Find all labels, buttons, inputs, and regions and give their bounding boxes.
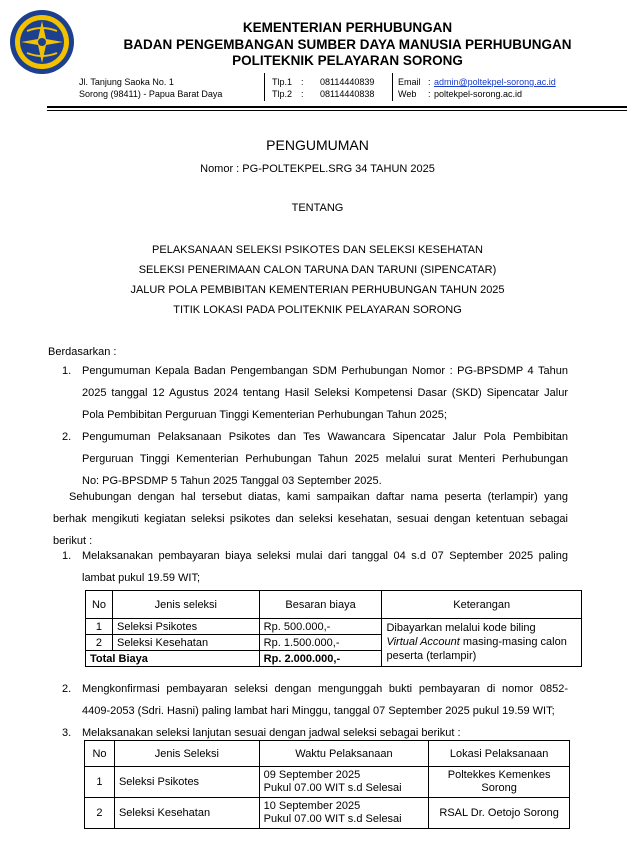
header-rule — [47, 106, 627, 108]
list-item: 1. Pengumuman Kepala Badan Pengembangan SDM Perhubungan Nomor : PG-BPSDMP 4 Tahun 2025 tanggal 12 Agustus 2024 tentang Hasil Seleksi Kompetensi Dasar (SKD) Sipencatar Jalur Pola Pembibitan Perguruan Tinggi Kementerian Perhubungan Tahun 2025; — [62, 360, 568, 426]
phone-block: Tlp.1 : 08114440839 Tlp.2 : 08114440838 — [272, 77, 375, 99]
subject-line: JALUR POLA PEMBIBITAN KEMENTERIAN PERHUBUNGAN TAHUN 2025 — [130, 284, 505, 296]
fee-table — [85, 590, 582, 667]
list-number: 2. — [62, 431, 72, 443]
intro-paragraph: Sehubungan dengan hal tersebut diatas, kami sampaikan daftar nama peserta (terlampir) yang berhak mengikuti kegiatan seleksi psikotes dan seleksi kesehatan, sesuai dengan ketentuan sebagai berikut : — [53, 491, 568, 547]
table-total-row: Total Biaya Rp. 2.000.000,- — [86, 651, 582, 667]
email-web-block: Email : admin@poltekpel-sorong.ac.id Web : poltekpel-sorong.ac.id — [398, 77, 556, 99]
tlp2-label: Tlp.2 — [272, 89, 293, 99]
list-item: 2. Mengkonfirmasi pembayaran seleksi dengan mengunggah bukti pembayaran di nomor 0852- 4409-2053 (Sdri. Hasni) paling lambat hari Minggu, tanggal 07 September 2025 pukul 19.59 WIT; — [62, 678, 568, 722]
list-item: 2. Pengumuman Pelaksanaan Psikotes dan Tes Wawancara Sipencatar Jalur Pola Pembibitan Perguruan Tinggi Kementerian Perhubungan Tahun 2025 melalui surat Menteri Perhubungan No: PG-BPSDMP 5 Tahun 2025 Tanggal 03 September 2025. — [62, 426, 568, 492]
list-number: 3. — [62, 727, 72, 739]
address-line-2: Sorong (98411) - Papua Barat Daya — [79, 89, 223, 99]
list-item: 3. Melaksanakan seleksi lanjutan sesuai dengan jadwal seleksi sebagai berikut : — [62, 722, 568, 744]
page-title: PENGUMUMAN — [266, 137, 369, 153]
address-line-1: Jl. Tanjung Saoka No. 1 — [79, 77, 174, 87]
schedule-table — [84, 740, 570, 829]
header-rule-thin — [47, 110, 627, 111]
subject-line: SELEKSI PENERIMAAN CALON TARUNA DAN TARUNI (SIPENCATAR) — [138, 264, 497, 276]
fee-note: Dibayarkan melalui kode biling Virtual Account masing-masing calon peserta (terlampir) — [382, 619, 582, 667]
table-row: 1 Seleksi Psikotes Rp. 500.000,- Dibayarkan melalui kode biling Virtual Account masing-masing calon peserta (terlampir) — [86, 619, 582, 635]
web-label: Web — [398, 89, 417, 99]
list-number: 1. — [62, 550, 72, 562]
document-number: Nomor : PG-POLTEKPEL.SRG 34 TAHUN 2025 — [200, 163, 435, 175]
tlp1-label: Tlp.1 — [272, 77, 293, 87]
tlp2-number: 08114440838 — [320, 89, 375, 99]
table-row: 2 Seleksi Kesehatan Rp. 1.500.000,- — [86, 635, 582, 651]
subject-block — [0, 240, 635, 320]
subject-line: TITIK LOKASI PADA POLITEKNIK PELAYARAN SORONG — [173, 304, 462, 316]
table-row: 2 Seleksi Kesehatan 10 September 2025 Pukul 07.00 WIT s.d Selesai RSAL Dr. Oetojo Sorong — [85, 798, 570, 829]
address-block — [79, 76, 222, 100]
tlp1-number: 08114440839 — [320, 77, 375, 87]
table-header-row: No Jenis Seleksi Waktu Pelaksanaan Lokasi Pelaksanaan — [85, 741, 570, 767]
divider — [392, 73, 393, 101]
web-address: poltekpel-sorong.ac.id — [434, 89, 523, 99]
divider — [264, 73, 265, 101]
list-number: 2. — [62, 683, 72, 695]
email-label: Email — [398, 77, 421, 87]
header-institution: POLITEKNIK PELAYARAN SORONG — [232, 53, 463, 68]
header-ministry: KEMENTERIAN PERHUBUNGAN — [242, 20, 453, 35]
email-link[interactable]: admin@poltekpel-sorong.ac.id — [434, 77, 556, 87]
point-2-3 — [62, 678, 568, 744]
list-number: 1. — [62, 365, 72, 377]
basis-heading: Berdasarkan : — [48, 346, 117, 358]
table-header-row: No Jenis seleksi Besaran biaya Keterangan — [86, 591, 582, 619]
header-agency: BADAN PENGEMBANGAN SUMBER DAYA MANUSIA PERHUBUNGAN — [123, 37, 572, 52]
table-row: 1 Seleksi Psikotes 09 September 2025 Pukul 07.00 WIT s.d Selesai Poltekkes Kemenkes Sorong — [85, 767, 570, 798]
tentang-heading: TENTANG — [291, 202, 344, 214]
basis-list — [62, 360, 568, 492]
point-1: 1. Melaksanakan pembayaran biaya seleksi mulai dari tanggal 04 s.d 07 September 2025 paling lambat pukul 19.59 WIT; — [62, 545, 568, 589]
subject-line: PELAKSANAAN SELEKSI PSIKOTES DAN SELEKSI KESEHATAN — [152, 244, 483, 256]
